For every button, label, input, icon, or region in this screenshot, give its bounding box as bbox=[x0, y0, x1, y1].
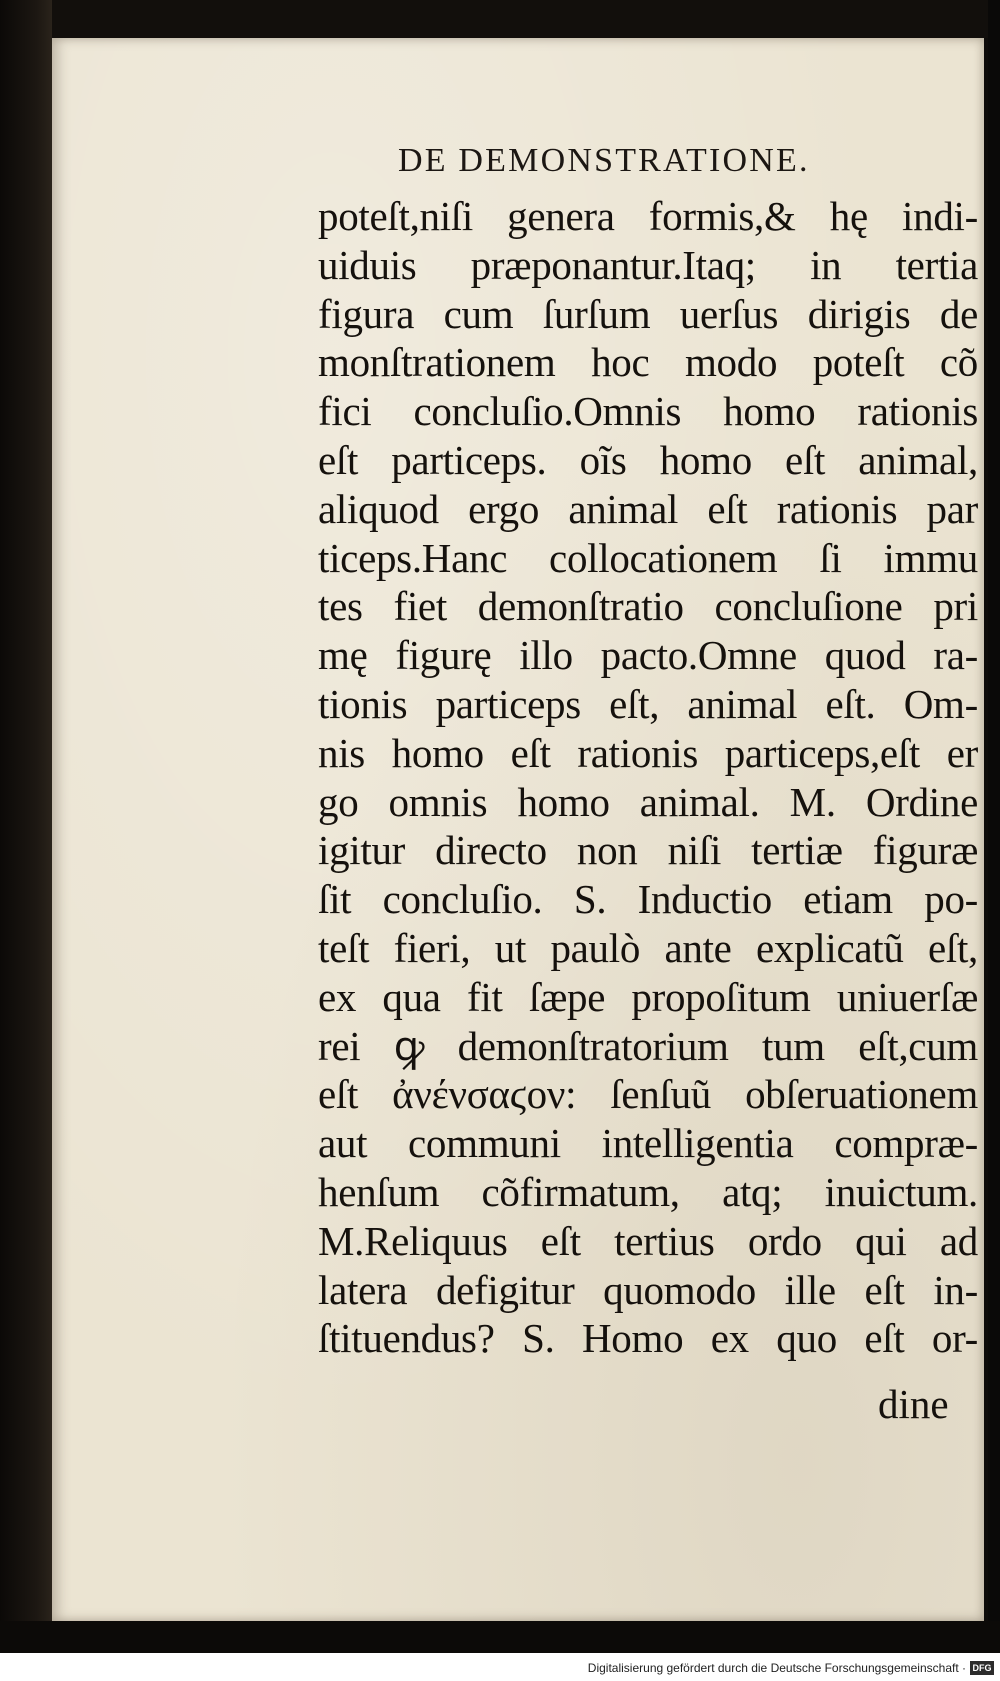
text-line: uiduis præponantur.Itaq; in tertia bbox=[318, 241, 978, 288]
scan-right-border bbox=[988, 0, 1000, 1681]
text-line: mę figurę illo pacto.Omne quod ra- bbox=[318, 632, 978, 679]
text-line: M.Reliquus eſt tertius ordo qui ad bbox=[318, 1217, 978, 1264]
dfg-logo: DFG bbox=[970, 1661, 994, 1675]
text-line: nis homo eſt rationis particeps,eſt er bbox=[318, 729, 978, 776]
text-line: aut communi intelligentia compræ- bbox=[318, 1120, 978, 1167]
book-page bbox=[52, 38, 984, 1621]
text-line: monſtrationem hoc modo poteſt cõ bbox=[318, 339, 978, 386]
text-line: teſt fieri, ut paulò ante explicatũ eſt, bbox=[318, 924, 978, 971]
text-line: eſt particeps. oĩs homo eſt animal, bbox=[318, 436, 978, 483]
text-line: ex qua fit ſæpe propoſitum uniuerſæ bbox=[318, 973, 978, 1020]
body-text bbox=[318, 192, 978, 1363]
scan-left-border bbox=[0, 0, 52, 1681]
text-line: figura cum ſurſum uerſus dirigis de bbox=[318, 290, 978, 337]
text-line: poteſt,niſi genera formis,& hę indi- bbox=[318, 193, 978, 239]
running-head: DE DEMONSTRATIONE. bbox=[398, 142, 810, 179]
text-line: eſt ἀνένσαϛον: ſenſuũ obſeruationem bbox=[318, 1071, 978, 1118]
catchword: dine bbox=[878, 1381, 949, 1427]
text-line: go omnis homo animal. M. Ordine bbox=[318, 778, 978, 825]
text-line: ſtituendus? S. Homo ex quo eſt or- bbox=[318, 1315, 978, 1362]
text-line: henſum cõfirmatum, atq; inuictum. bbox=[318, 1168, 978, 1215]
text-line: latera defigitur quomodo ille eſt in- bbox=[318, 1266, 978, 1313]
text-line: fici concluſio.Omnis homo rationis bbox=[318, 388, 978, 435]
text-line: tionis particeps eſt, animal eſt. Om- bbox=[318, 680, 978, 727]
text-line: igitur directo non niſi tertiæ figuræ bbox=[318, 827, 978, 874]
digitization-credit: Digitalisierung gefördert durch die Deutsche Forschungsgemeinschaft · bbox=[587, 1661, 966, 1675]
text-line: rei ꝙ demonſtratorium tum eſt,cum bbox=[318, 1022, 978, 1069]
text-line: aliquod ergo animal eſt rationis par bbox=[318, 485, 978, 532]
footer-strip bbox=[0, 1653, 1000, 1681]
text-line: ſit concluſio. S. Inductio etiam po- bbox=[318, 876, 978, 923]
scan-top-border bbox=[0, 0, 1000, 38]
text-line: tes fiet demonſtratio concluſione pri bbox=[318, 583, 978, 630]
text-line: ticeps.Hanc collocationem ſi immu bbox=[318, 534, 978, 581]
